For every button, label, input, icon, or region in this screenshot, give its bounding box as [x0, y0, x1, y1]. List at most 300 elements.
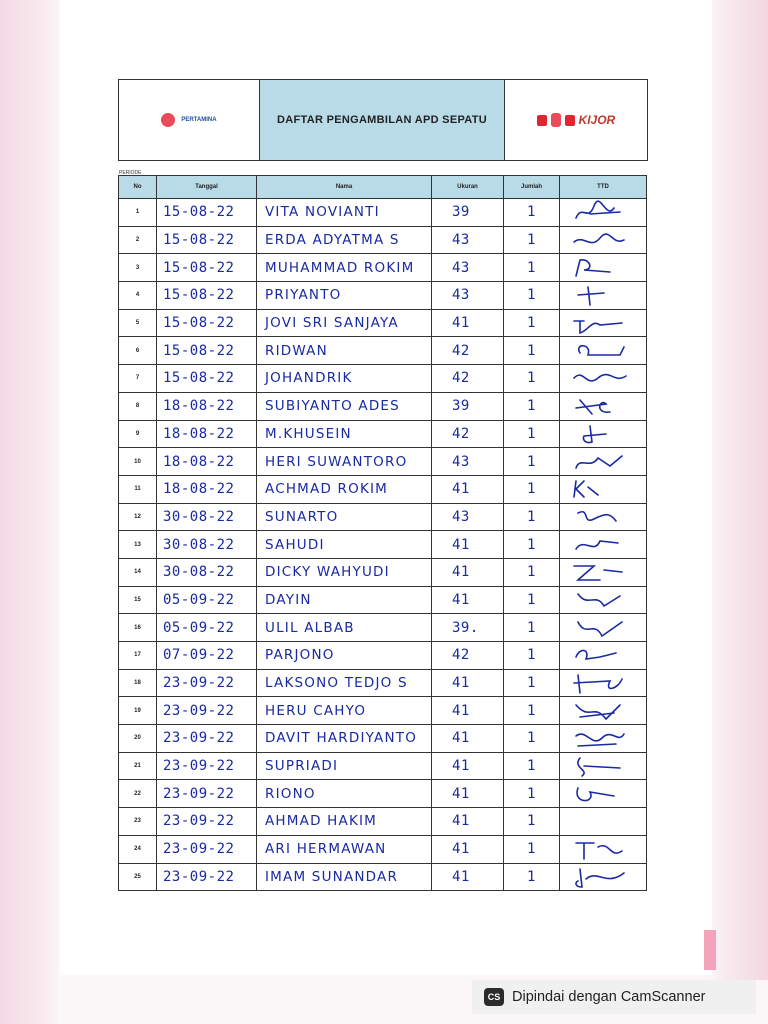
- tanggal-value: 30-08-22: [163, 508, 235, 525]
- row-ukuran: [432, 254, 504, 282]
- ukuran-value: 41: [452, 730, 470, 747]
- row-tanggal: [157, 864, 257, 892]
- row-ttd: [560, 254, 647, 282]
- table-row: [119, 254, 647, 282]
- nama-value: HERU CAHYO: [265, 702, 367, 719]
- row-ukuran: [432, 199, 504, 227]
- table-row: [119, 697, 647, 725]
- flame-logo-icon: [551, 113, 561, 127]
- table-row: [119, 808, 647, 836]
- row-tanggal: [157, 504, 257, 532]
- tanggal-value: 18-08-22: [163, 425, 235, 442]
- row-tanggal: [157, 199, 257, 227]
- jumlah-value: 1: [527, 481, 536, 498]
- tanggal-value: 15-08-22: [163, 287, 235, 304]
- nama-value: DICKY WAHYUDI: [265, 564, 390, 581]
- jumlah-value: 1: [527, 619, 536, 636]
- row-ttd: [560, 697, 647, 725]
- camscanner-icon: CS: [484, 988, 504, 1006]
- row-tanggal: [157, 227, 257, 255]
- nama-value: ACHMAD ROKIM: [265, 481, 389, 498]
- header-left-logos: [119, 80, 260, 160]
- row-jumlah: [504, 448, 560, 476]
- ukuran-value: 43: [452, 508, 470, 525]
- row-tanggal: [157, 642, 257, 670]
- nama-value: AHMAD HAKIM: [265, 813, 378, 830]
- row-number: 25: [119, 864, 157, 892]
- nama-value: SUPRIADI: [265, 758, 339, 775]
- table-row: [119, 780, 647, 808]
- row-ukuran: [432, 310, 504, 338]
- signature-image: [570, 782, 630, 806]
- row-ukuran: [432, 337, 504, 365]
- ukuran-value: 42: [452, 342, 470, 359]
- jumlah-value: 1: [527, 564, 536, 581]
- ukuran-value: 43: [452, 287, 470, 304]
- table-row: [119, 365, 647, 393]
- signature-image: [570, 283, 630, 307]
- row-tanggal: [157, 808, 257, 836]
- ukuran-value: 41: [452, 813, 470, 830]
- row-jumlah: [504, 864, 560, 892]
- row-nama: [257, 531, 432, 559]
- row-tanggal: [157, 587, 257, 615]
- row-tanggal: [157, 476, 257, 504]
- row-nama: [257, 421, 432, 449]
- col-header-jumlah: Jumlah: [504, 176, 560, 199]
- row-ukuran: [432, 282, 504, 310]
- header-title-cell: [260, 80, 505, 160]
- table-row: [119, 670, 647, 698]
- apd-table: [118, 175, 647, 891]
- jumlah-value: 1: [527, 370, 536, 387]
- row-jumlah: [504, 725, 560, 753]
- tanggal-value: 07-09-22: [163, 647, 235, 664]
- ukuran-value: 39: [452, 204, 470, 221]
- signature-image: [570, 394, 630, 418]
- row-nama: [257, 227, 432, 255]
- signature-image: [570, 699, 630, 723]
- page-corner-mark: [704, 930, 716, 970]
- row-tanggal: [157, 725, 257, 753]
- row-tanggal: [157, 531, 257, 559]
- row-ukuran: [432, 614, 504, 642]
- row-tanggal: [157, 836, 257, 864]
- tanggal-value: 18-08-22: [163, 481, 235, 498]
- nama-value: DAVIT HARDIYANTO: [265, 730, 418, 747]
- row-jumlah: [504, 808, 560, 836]
- signature-image: [570, 450, 630, 474]
- table-row: [119, 753, 647, 781]
- row-ttd: [560, 780, 647, 808]
- nama-value: VITA NOVIANTI: [265, 204, 380, 221]
- row-ttd: [560, 531, 647, 559]
- table-row: [119, 864, 647, 892]
- ukuran-value: 41: [452, 758, 470, 775]
- jumlah-value: 1: [527, 785, 536, 802]
- row-number: 4: [119, 282, 157, 310]
- jumlah-value: 1: [527, 425, 536, 442]
- row-nama: [257, 337, 432, 365]
- row-ukuran: [432, 531, 504, 559]
- signature-image: [570, 560, 630, 584]
- row-nama: [257, 587, 432, 615]
- row-ukuran: [432, 504, 504, 532]
- row-ttd: [560, 199, 647, 227]
- row-jumlah: [504, 393, 560, 421]
- row-number: 20: [119, 725, 157, 753]
- signature-image: [570, 311, 630, 335]
- row-ttd: [560, 476, 647, 504]
- row-jumlah: [504, 421, 560, 449]
- jumlah-value: 1: [527, 702, 536, 719]
- camscanner-watermark: [472, 980, 756, 1014]
- row-number: 13: [119, 531, 157, 559]
- row-tanggal: [157, 393, 257, 421]
- row-jumlah: [504, 254, 560, 282]
- tanggal-value: 05-09-22: [163, 591, 235, 608]
- row-jumlah: [504, 282, 560, 310]
- row-tanggal: [157, 337, 257, 365]
- ukuran-value: 41: [452, 785, 470, 802]
- nama-value: SUNARTO: [265, 508, 339, 525]
- row-ttd: [560, 614, 647, 642]
- partner-logo-2-icon: [565, 115, 575, 126]
- tanggal-value: 15-08-22: [163, 204, 235, 221]
- row-ttd: [560, 282, 647, 310]
- row-ukuran: [432, 227, 504, 255]
- table-row: [119, 199, 647, 227]
- row-ukuran: [432, 365, 504, 393]
- signature-image: [570, 477, 630, 501]
- signature-image: [570, 228, 630, 252]
- kijor-logo: KIJOR: [578, 113, 616, 127]
- jumlah-value: 1: [527, 232, 536, 249]
- row-tanggal: [157, 254, 257, 282]
- tanggal-value: 18-08-22: [163, 398, 235, 415]
- row-jumlah: [504, 199, 560, 227]
- row-number: 2: [119, 227, 157, 255]
- row-ttd: [560, 559, 647, 587]
- row-jumlah: [504, 753, 560, 781]
- row-number: 16: [119, 614, 157, 642]
- table-row: [119, 393, 647, 421]
- row-ukuran: [432, 864, 504, 892]
- nama-value: MUHAMMAD ROKIM: [265, 259, 415, 276]
- jumlah-value: 1: [527, 591, 536, 608]
- row-nama: [257, 670, 432, 698]
- row-number: 17: [119, 642, 157, 670]
- row-ttd: [560, 310, 647, 338]
- col-header-nama: Nama: [257, 176, 432, 199]
- row-ukuran: [432, 587, 504, 615]
- row-number: 10: [119, 448, 157, 476]
- signature-image: [570, 754, 630, 778]
- row-ukuran: [432, 697, 504, 725]
- signature-image: [570, 643, 630, 667]
- nama-value: DAYIN: [265, 591, 312, 608]
- signature-image: [570, 533, 630, 557]
- row-ukuran: [432, 725, 504, 753]
- jumlah-value: 1: [527, 259, 536, 276]
- row-ukuran: [432, 476, 504, 504]
- jumlah-value: 1: [527, 315, 536, 332]
- signature-image: [570, 422, 630, 446]
- nama-value: RIONO: [265, 785, 316, 802]
- camscanner-text: Dipindai dengan CamScanner: [512, 989, 706, 1005]
- row-ukuran: [432, 753, 504, 781]
- row-jumlah: [504, 310, 560, 338]
- tanggal-value: 23-09-22: [163, 813, 235, 830]
- ukuran-value: 41: [452, 481, 470, 498]
- jumlah-value: 1: [527, 813, 536, 830]
- row-jumlah: [504, 836, 560, 864]
- ukuran-value: 41: [452, 841, 470, 858]
- jumlah-value: 1: [527, 287, 536, 304]
- row-nama: [257, 282, 432, 310]
- row-number: 12: [119, 504, 157, 532]
- ukuran-value: 41: [452, 591, 470, 608]
- page-edge-left: [0, 0, 58, 1024]
- row-ttd: [560, 725, 647, 753]
- jumlah-value: 1: [527, 868, 536, 885]
- jumlah-value: 1: [527, 841, 536, 858]
- row-nama: [257, 780, 432, 808]
- row-ukuran: [432, 670, 504, 698]
- table-row: [119, 725, 647, 753]
- partner-logo-icon: [537, 115, 547, 126]
- ukuran-value: 42: [452, 370, 470, 387]
- signature-image: [570, 256, 630, 280]
- row-number: 22: [119, 780, 157, 808]
- row-tanggal: [157, 559, 257, 587]
- col-header-tanggal: Tanggal: [157, 176, 257, 199]
- tanggal-value: 15-08-22: [163, 315, 235, 332]
- document-title: DAFTAR PENGAMBILAN APD SEPATU: [277, 114, 487, 126]
- signature-image: [570, 588, 630, 612]
- row-number: 3: [119, 254, 157, 282]
- row-ttd: [560, 337, 647, 365]
- signature-image: [570, 200, 630, 224]
- table-row: [119, 282, 647, 310]
- tanggal-value: 15-08-22: [163, 259, 235, 276]
- nama-value: IMAM SUNANDAR: [265, 868, 399, 885]
- col-header-no: No: [119, 176, 157, 199]
- row-tanggal: [157, 421, 257, 449]
- tanggal-value: 23-09-22: [163, 841, 235, 858]
- table-row: [119, 310, 647, 338]
- ukuran-value: 41: [452, 702, 470, 719]
- row-nama: [257, 642, 432, 670]
- ukuran-value: 39: [452, 398, 470, 415]
- table-row: [119, 504, 647, 532]
- row-number: 1: [119, 199, 157, 227]
- jumlah-value: 1: [527, 758, 536, 775]
- signature-image: [570, 671, 630, 695]
- row-ttd: [560, 864, 647, 892]
- row-ukuran: [432, 448, 504, 476]
- row-tanggal: [157, 780, 257, 808]
- row-number: 15: [119, 587, 157, 615]
- row-ttd: [560, 421, 647, 449]
- row-nama: [257, 504, 432, 532]
- row-jumlah: [504, 531, 560, 559]
- table-row: [119, 531, 647, 559]
- row-tanggal: [157, 670, 257, 698]
- table-row: [119, 421, 647, 449]
- row-nama: [257, 753, 432, 781]
- jumlah-value: 1: [527, 342, 536, 359]
- table-row: [119, 642, 647, 670]
- pertamina-logo: PERTAMINA: [181, 116, 217, 123]
- signature-image: [570, 339, 630, 363]
- row-number: 21: [119, 753, 157, 781]
- jumlah-value: 1: [527, 647, 536, 664]
- row-ttd: [560, 393, 647, 421]
- row-number: 6: [119, 337, 157, 365]
- row-nama: [257, 836, 432, 864]
- table-header-row: [119, 176, 647, 199]
- col-header-ukuran: Ukuran: [432, 176, 504, 199]
- jumlah-value: 1: [527, 204, 536, 221]
- row-tanggal: [157, 614, 257, 642]
- row-number: 9: [119, 421, 157, 449]
- row-nama: [257, 808, 432, 836]
- row-tanggal: [157, 697, 257, 725]
- tanggal-value: 30-08-22: [163, 564, 235, 581]
- row-tanggal: [157, 282, 257, 310]
- tanggal-value: 15-08-22: [163, 342, 235, 359]
- row-jumlah: [504, 227, 560, 255]
- table-row: [119, 587, 647, 615]
- jumlah-value: 1: [527, 453, 536, 470]
- row-nama: [257, 614, 432, 642]
- row-ukuran: [432, 780, 504, 808]
- row-ukuran: [432, 808, 504, 836]
- nama-value: HERI SUWANTORO: [265, 453, 408, 470]
- row-number: 7: [119, 365, 157, 393]
- document-header: [118, 79, 648, 161]
- tanggal-value: 23-09-22: [163, 730, 235, 747]
- nama-value: JOHANDRIK: [265, 370, 353, 387]
- row-jumlah: [504, 504, 560, 532]
- row-number: 8: [119, 393, 157, 421]
- ukuran-value: 41: [452, 315, 470, 332]
- row-nama: [257, 448, 432, 476]
- row-tanggal: [157, 448, 257, 476]
- row-nama: [257, 697, 432, 725]
- ukuran-value: 41: [452, 868, 470, 885]
- table-row: [119, 227, 647, 255]
- nama-value: SUBIYANTO ADES: [265, 398, 400, 415]
- row-jumlah: [504, 780, 560, 808]
- nama-value: ARI HERMAWAN: [265, 841, 387, 858]
- row-ttd: [560, 642, 647, 670]
- row-ukuran: [432, 642, 504, 670]
- signature-image: [570, 865, 630, 889]
- tanggal-value: 30-08-22: [163, 536, 235, 553]
- row-number: 23: [119, 808, 157, 836]
- ukuran-value: 42: [452, 647, 470, 664]
- row-nama: [257, 199, 432, 227]
- nama-value: LAKSONO TEDJO S: [265, 675, 408, 692]
- signature-image: [570, 809, 630, 833]
- row-tanggal: [157, 310, 257, 338]
- row-ttd: [560, 448, 647, 476]
- row-nama: [257, 254, 432, 282]
- nama-value: PARJONO: [265, 647, 335, 664]
- nama-value: JOVI SRI SANJAYA: [265, 315, 399, 332]
- nama-value: RIDWAN: [265, 342, 328, 359]
- table-row: [119, 559, 647, 587]
- row-tanggal: [157, 365, 257, 393]
- page-edge-right: [708, 0, 768, 980]
- row-ttd: [560, 504, 647, 532]
- periode-label: PERIODE: [119, 170, 142, 176]
- tanggal-value: 23-09-22: [163, 702, 235, 719]
- row-nama: [257, 365, 432, 393]
- ukuran-value: 41: [452, 536, 470, 553]
- tanggal-value: 23-09-22: [163, 758, 235, 775]
- tanggal-value: 23-09-22: [163, 675, 235, 692]
- signature-image: [570, 616, 630, 640]
- table-row: [119, 448, 647, 476]
- row-number: 24: [119, 836, 157, 864]
- row-jumlah: [504, 476, 560, 504]
- nama-value: SAHUDI: [265, 536, 325, 553]
- ukuran-value: 43: [452, 453, 470, 470]
- row-nama: [257, 393, 432, 421]
- row-number: 5: [119, 310, 157, 338]
- row-jumlah: [504, 670, 560, 698]
- row-ukuran: [432, 559, 504, 587]
- signature-image: [570, 505, 630, 529]
- tanggal-value: 18-08-22: [163, 453, 235, 470]
- jumlah-value: 1: [527, 536, 536, 553]
- row-jumlah: [504, 559, 560, 587]
- row-nama: [257, 476, 432, 504]
- table-row: [119, 836, 647, 864]
- row-number: 14: [119, 559, 157, 587]
- row-jumlah: [504, 587, 560, 615]
- jumlah-value: 1: [527, 398, 536, 415]
- col-header-ttd: TTD: [560, 176, 647, 199]
- header-right-logos: [505, 80, 647, 160]
- nama-value: PRIYANTO: [265, 287, 342, 304]
- row-nama: [257, 725, 432, 753]
- ukuran-value: 41: [452, 564, 470, 581]
- row-ttd: [560, 808, 647, 836]
- row-ukuran: [432, 836, 504, 864]
- row-nama: [257, 310, 432, 338]
- row-ttd: [560, 670, 647, 698]
- row-tanggal: [157, 753, 257, 781]
- jumlah-value: 1: [527, 508, 536, 525]
- ukuran-value: 41: [452, 675, 470, 692]
- row-jumlah: [504, 337, 560, 365]
- row-jumlah: [504, 642, 560, 670]
- nama-value: ERDA ADYATMA S: [265, 232, 400, 249]
- table-row: [119, 476, 647, 504]
- row-ukuran: [432, 393, 504, 421]
- row-ukuran: [432, 421, 504, 449]
- jumlah-value: 1: [527, 675, 536, 692]
- tanggal-value: 15-08-22: [163, 232, 235, 249]
- row-jumlah: [504, 697, 560, 725]
- row-jumlah: [504, 614, 560, 642]
- nama-value: ULIL ALBAB: [265, 619, 355, 636]
- row-ttd: [560, 227, 647, 255]
